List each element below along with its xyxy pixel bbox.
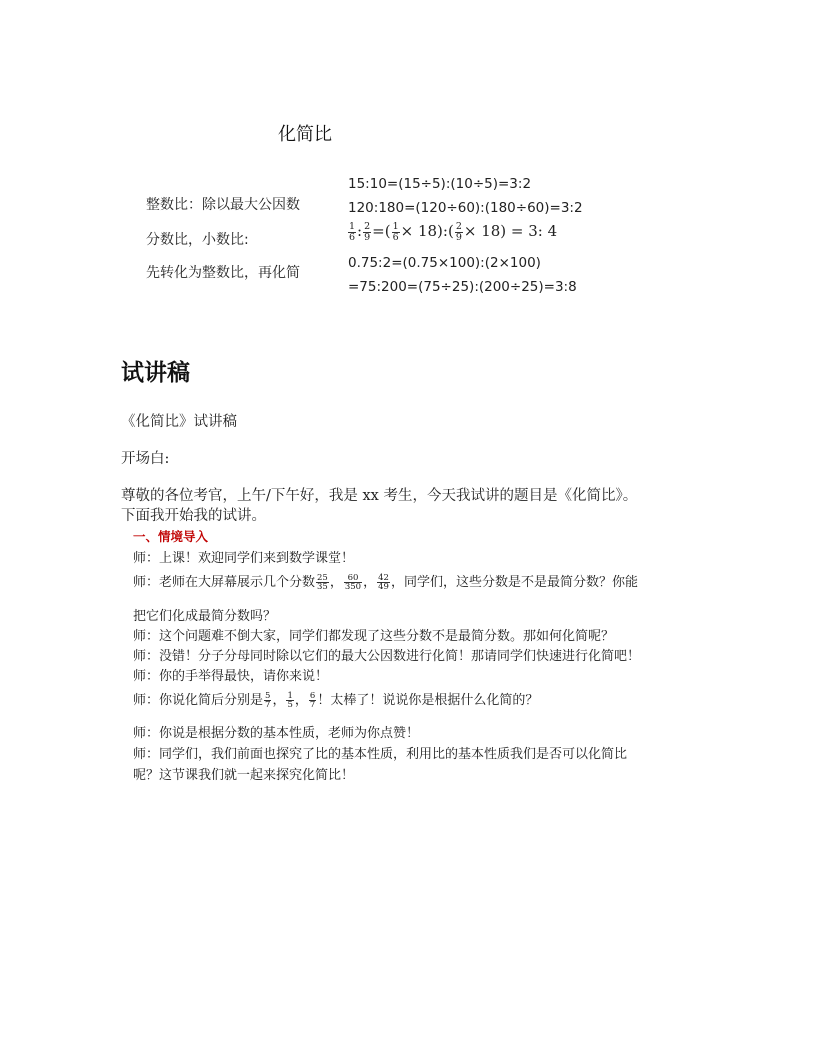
equation-5: =75:200=(75÷25):(200÷25)=3:8 bbox=[348, 279, 577, 295]
dialogue-line: 师：你的手举得最快，请你来说！ bbox=[133, 669, 329, 684]
greeting-line-1: 尊敬的各位考官，上午/下午好，我是 xx 考生，今天我试讲的题目是《化简比》。 bbox=[121, 488, 638, 504]
equation-4: 0.75:2=(0.75×100):(2×100) bbox=[348, 255, 541, 271]
fraction: $\frac{1}{6}$ bbox=[392, 221, 399, 243]
script-heading: 试讲稿 bbox=[121, 360, 190, 386]
dialogue-line: 师：你说化简后分别是 $\frac{5}{7}$ ， $\frac{1}{5}$ ， $\frac{6}{7}$ ！太棒了！说说你是根据什么化简的？ bbox=[133, 690, 539, 710]
dialogue-line: 把它们化成最简分数吗？ bbox=[133, 609, 277, 624]
dialogue-line: 师：这个问题难不倒大家，同学们都发现了这些分数不是最简分数。那如何化简呢？ bbox=[133, 629, 615, 644]
script-subtitle: 《化简比》试讲稿 bbox=[121, 414, 237, 430]
dialogue-line: 师：上课！欢迎同学们来到数学课堂！ bbox=[133, 551, 355, 566]
section-heading: 一、情境导入 bbox=[133, 529, 209, 544]
dialogue-line: 呢？这节课我们就一起来探究化简比！ bbox=[133, 768, 355, 783]
equation-2: 120:180=(120÷60):(180÷60)=3:2 bbox=[348, 200, 583, 216]
dialogue-line: 师：老师在大屏幕展示几个分数 $\frac{25}{35}$ ， $\frac{60}{350}$ ， $\frac{42}{49}$ ，同学们，这些分数是不是最简分数？你能 bbox=[133, 572, 638, 592]
fraction-ratio-label: 分数比，小数比: bbox=[146, 232, 249, 248]
dialogue-line: 师：没错！分子分母同时除以它们的最大公因数进行化简！那请同学们快速进行化简吧！ bbox=[133, 649, 641, 664]
summary-title: 化简比 bbox=[278, 124, 332, 145]
fraction: $\frac{25}{35}$ bbox=[317, 572, 328, 592]
convert-ratio-label: 先转化为整数比，再化简 bbox=[146, 265, 300, 281]
fraction: $\frac{5}{7}$ bbox=[265, 690, 271, 710]
equation-3: $\frac{1}{6}$ : $\frac{2}{9}$ =( $\frac{1}{6}$ × 18):( $\frac{2}{9}$ × 18) = 3: 4 bbox=[349, 221, 558, 243]
integer-ratio-label: 整数比：除以最大公因数 bbox=[146, 197, 300, 213]
greeting-line-2: 下面我开始我的试讲。 bbox=[121, 508, 266, 524]
fraction: $\frac{2}{9}$ bbox=[364, 221, 371, 243]
fraction: $\frac{2}{9}$ bbox=[455, 221, 462, 243]
equation-1: 15:10=(15÷5):(10÷5)=3:2 bbox=[348, 176, 532, 192]
opening-label: 开场白: bbox=[121, 451, 170, 467]
dialogue-line: 师：你说是根据分数的基本性质，老师为你点赞！ bbox=[133, 726, 420, 741]
dialogue-line: 师：同学们，我们前面也探究了比的基本性质，利用比的基本性质我们是否可以化简比 bbox=[133, 747, 628, 762]
fraction: $\frac{1}{5}$ bbox=[287, 690, 293, 710]
fraction: $\frac{42}{49}$ bbox=[378, 572, 389, 592]
fraction: $\frac{6}{7}$ bbox=[309, 690, 316, 710]
fraction: $\frac{1}{6}$ bbox=[349, 221, 356, 243]
fraction: $\frac{60}{350}$ bbox=[344, 572, 362, 592]
